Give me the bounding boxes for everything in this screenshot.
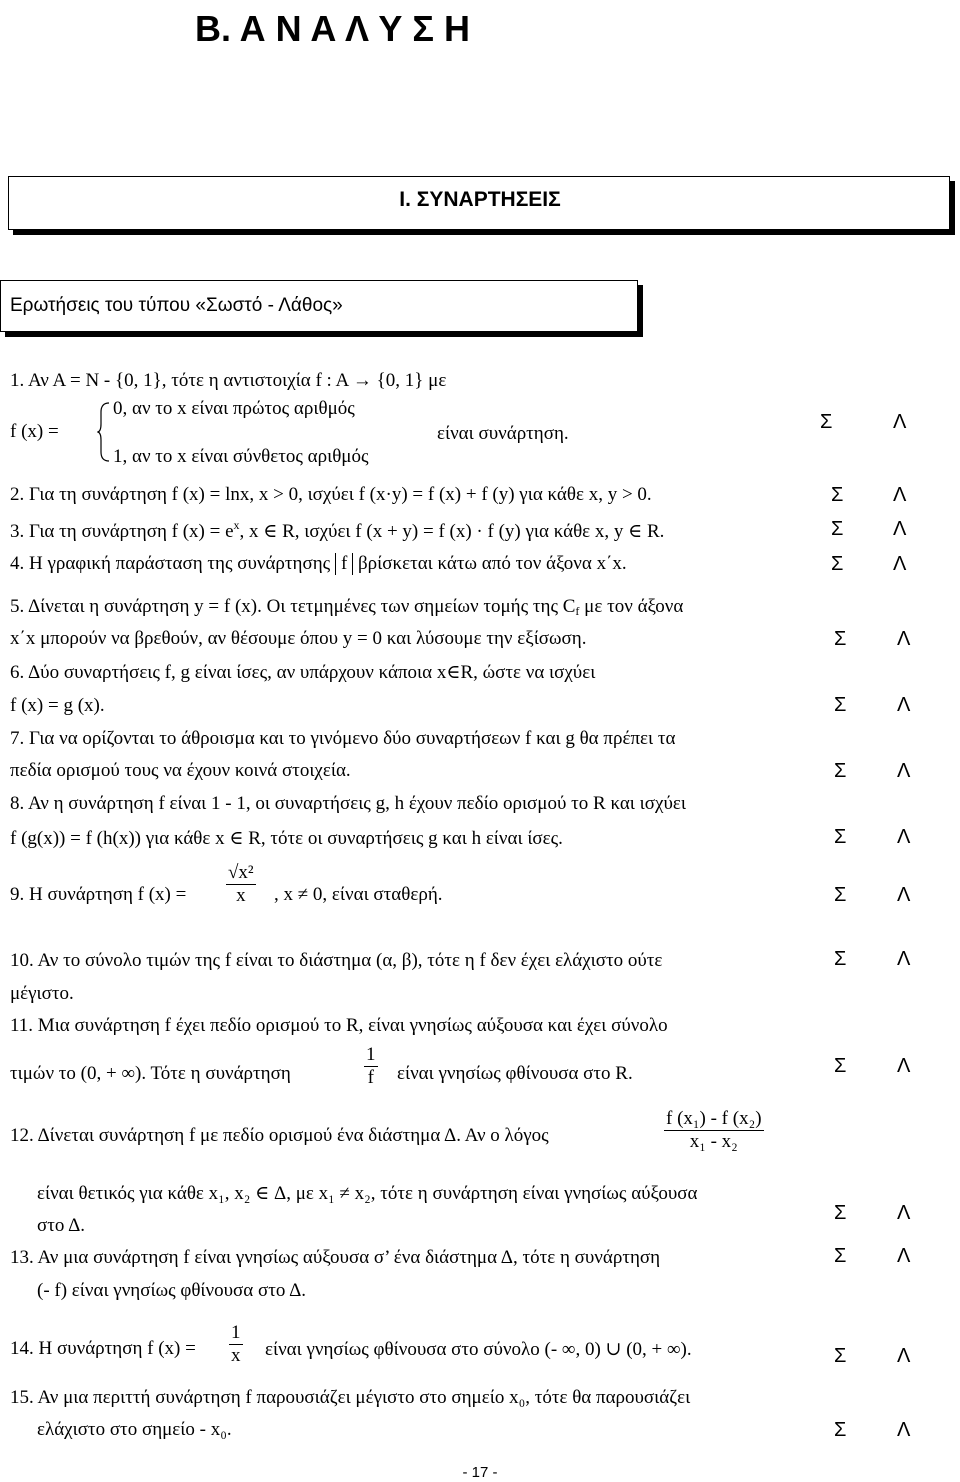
q5-answer-false[interactable]: Λ bbox=[897, 628, 911, 650]
q5-answer-true[interactable]: Σ bbox=[834, 628, 847, 650]
q14-text-b: είναι γνησίως φθίνουσα στο σύνολο (- ∞, 0) ∪ (0, + ∞). bbox=[265, 1339, 692, 1360]
q15-line2: ελάχιστο στο σημείο - x₀. bbox=[37, 1419, 232, 1440]
q9-answer-true[interactable]: Σ bbox=[834, 884, 847, 906]
q10-answer-false[interactable]: Λ bbox=[897, 948, 911, 970]
q12-text-a: 12. Δίνεται συνάρτηση f με πεδίο ορισμού ένα διάστημα Δ. Αν ο λόγος bbox=[10, 1125, 549, 1146]
page-number: - 17 - bbox=[462, 1464, 498, 1481]
q14-answer-true[interactable]: Σ bbox=[834, 1345, 847, 1367]
q12-line2: είναι θετικός για κάθε x₁, x₂ ∈ Δ, με x₁ ≠ x₂, τότε η συνάρτηση είναι γνησίως αύξουσα bbox=[37, 1183, 698, 1204]
q2-answer-true[interactable]: Σ bbox=[831, 484, 844, 506]
q7-answer-false[interactable]: Λ bbox=[897, 760, 911, 782]
q3-exponent: x bbox=[233, 518, 240, 532]
q12-answer-false[interactable]: Λ bbox=[897, 1202, 911, 1224]
q1-brace bbox=[97, 402, 111, 462]
q6-line2: f (x) = g (x). bbox=[10, 695, 105, 716]
q7-line1: 7. Για να ορίζονται το άθροισμα και το γινόμενο δύο συναρτήσεων f και g θα πρέπει τα bbox=[10, 728, 676, 749]
question-type-label: Ερωτήσεις του τύπου «Σωστό - Λάθος» bbox=[10, 295, 343, 316]
q11-fraction bbox=[364, 1044, 378, 1089]
q4-text-a: 4. Η γραφική παράσταση της συνάρτησης bbox=[10, 553, 331, 574]
q12-line3: στο Δ. bbox=[37, 1215, 86, 1236]
q7-line2: πεδία ορισμού τους να έχουν κοινά στοιχεία. bbox=[10, 760, 351, 781]
q4-text bbox=[10, 553, 627, 575]
q1-case1: 0, αν το x είναι πρώτος αριθμός bbox=[113, 398, 355, 419]
chapter-title: Β. Α Ν Α Λ Υ Σ Η bbox=[195, 8, 470, 49]
q14-fraction-num: 1 bbox=[231, 1322, 241, 1343]
q11-fraction-num: 1 bbox=[366, 1044, 376, 1065]
q9-fraction bbox=[226, 862, 256, 907]
q12-fraction-den: x₁ - x₂ bbox=[689, 1131, 738, 1152]
q4-answer-true[interactable]: Σ bbox=[831, 553, 844, 575]
q11-text-a: τιμών το (0, + ∞). Τότε η συνάρτηση bbox=[10, 1063, 291, 1084]
q9-text-b: , x ≠ 0, είναι σταθερή. bbox=[274, 884, 443, 905]
q4-answer-false[interactable]: Λ bbox=[893, 553, 907, 575]
q11-answer-false[interactable]: Λ bbox=[897, 1055, 911, 1077]
q13-line1: 13. Αν μια συνάρτηση f είναι γνησίως αύξουσα σ’ ένα διάστημα Δ, τότε η συνάρτηση bbox=[10, 1247, 661, 1268]
section-title bbox=[0, 188, 960, 212]
q9-answer-false[interactable]: Λ bbox=[897, 884, 911, 906]
section-title-initial: Ι. Σ bbox=[399, 188, 430, 211]
q6-answer-true[interactable]: Σ bbox=[834, 694, 847, 716]
q11-fraction-den: f bbox=[367, 1067, 374, 1088]
q11-line1: 11. Μια συνάρτηση f έχει πεδίο ορισμού το R, είναι γνησίως αύξουσα και έχει σύνολο bbox=[10, 1015, 668, 1036]
q12-fraction-num: f (x₁) - f (x₂) bbox=[666, 1108, 762, 1129]
q9-fraction-den: x bbox=[236, 885, 246, 906]
q13-answer-false[interactable]: Λ bbox=[897, 1245, 911, 1267]
q14-answer-false[interactable]: Λ bbox=[897, 1345, 911, 1367]
q7-answer-true[interactable]: Σ bbox=[834, 760, 847, 782]
q1-case2: 1, αν το x είναι σύνθετος αριθμός bbox=[113, 446, 369, 467]
q8-line2: f (g(x)) = f (h(x)) για κάθε x ∈ R, τότε οι συναρτήσεις g και h είναι ίσες. bbox=[10, 828, 563, 849]
q8-line1: 8. Αν η συνάρτηση f είναι 1 - 1, οι συναρτήσεις g, h έχουν πεδίο ορισμού το R και ισχύει bbox=[10, 793, 686, 814]
q12-fraction bbox=[664, 1108, 764, 1153]
q4-text-b: βρίσκεται κάτω από τον άξονα x΄x. bbox=[358, 553, 627, 574]
q15-line1: 15. Αν μια περιττή συνάρτηση f παρουσιάζει μέγιστο στο σημείο x₀, τότε θα παρουσιάζει bbox=[10, 1387, 691, 1408]
q3-text bbox=[10, 518, 664, 543]
q3-text-a: 3. Για τη συνάρτηση f (x) = e bbox=[10, 521, 234, 542]
q2-text: 2. Για τη συνάρτηση f (x) = lnx, x > 0, ισχύει f (x·y) = f (x) + f (y) για κάθε x, y > 0. bbox=[10, 484, 652, 505]
q3-answer-false[interactable]: Λ bbox=[893, 518, 907, 540]
q11-text-b: είναι γνησίως φθίνουσα στο R. bbox=[397, 1063, 633, 1084]
q5-line1-b: με τον άξονα bbox=[579, 596, 684, 617]
q12-answer-true[interactable]: Σ bbox=[834, 1202, 847, 1224]
q5-line1 bbox=[10, 596, 683, 619]
q1-answer-false[interactable]: Λ bbox=[893, 411, 907, 433]
q9-text-a: 9. Η συνάρτηση f (x) = bbox=[10, 884, 187, 905]
q6-answer-false[interactable]: Λ bbox=[897, 694, 911, 716]
q13-answer-true[interactable]: Σ bbox=[834, 1245, 847, 1267]
section-title-rest: ΥΝΑΡΤΗΣΕΙΣ bbox=[429, 188, 561, 211]
q1-answer-true[interactable]: Σ bbox=[820, 411, 833, 433]
q15-answer-false[interactable]: Λ bbox=[897, 1419, 911, 1441]
q5-line1-a: 5. Δίνεται η συνάρτηση y = f (x). Οι τετμημένες των σημείων τομής της C bbox=[10, 596, 576, 617]
q4-abs-f: f bbox=[335, 553, 353, 575]
q14-fraction-den: x bbox=[231, 1345, 241, 1366]
q9-fraction-num: √x² bbox=[228, 862, 254, 883]
q8-answer-true[interactable]: Σ bbox=[834, 826, 847, 848]
q6-line1: 6. Δύο συναρτήσεις f, g είναι ίσες, αν υπάρχουν κάποια x∈R, ώστε να ισχύει bbox=[10, 662, 596, 683]
q1-lhs: f (x) = bbox=[10, 421, 59, 442]
q14-fraction bbox=[229, 1322, 243, 1367]
q5-line2: x΄x μπορούν να βρεθούν, αν θέσουμε όπου y = 0 και λύσουμε την εξίσωση. bbox=[10, 628, 587, 649]
q14-text-a: 14. Η συνάρτηση f (x) = bbox=[10, 1338, 196, 1359]
q15-answer-true[interactable]: Σ bbox=[834, 1419, 847, 1441]
q10-line2: μέγιστο. bbox=[10, 983, 74, 1004]
q2-answer-false[interactable]: Λ bbox=[893, 484, 907, 506]
q5-subscript: f bbox=[575, 604, 580, 618]
q10-line1: 10. Αν το σύνολο τιμών της f είναι το διάστημα (α, β), τότε η f δεν έχει ελάχιστο ούτε bbox=[10, 950, 663, 971]
q1-tail: είναι συνάρτηση. bbox=[437, 423, 569, 444]
q11-answer-true[interactable]: Σ bbox=[834, 1055, 847, 1077]
q3-answer-true[interactable]: Σ bbox=[831, 518, 844, 540]
q3-text-b: , x ∈ R, ισχύει f (x + y) = f (x) · f (y) για κάθε x, y ∈ R. bbox=[239, 521, 665, 542]
q8-answer-false[interactable]: Λ bbox=[897, 826, 911, 848]
q1-line1: 1. Αν Α = Ν - {0, 1}, τότε η αντιστοιχία f : A → {0, 1} με bbox=[10, 370, 447, 391]
q13-line2: (- f) είναι γνησίως φθίνουσα στο Δ. bbox=[37, 1280, 307, 1301]
q10-answer-true[interactable]: Σ bbox=[834, 948, 847, 970]
